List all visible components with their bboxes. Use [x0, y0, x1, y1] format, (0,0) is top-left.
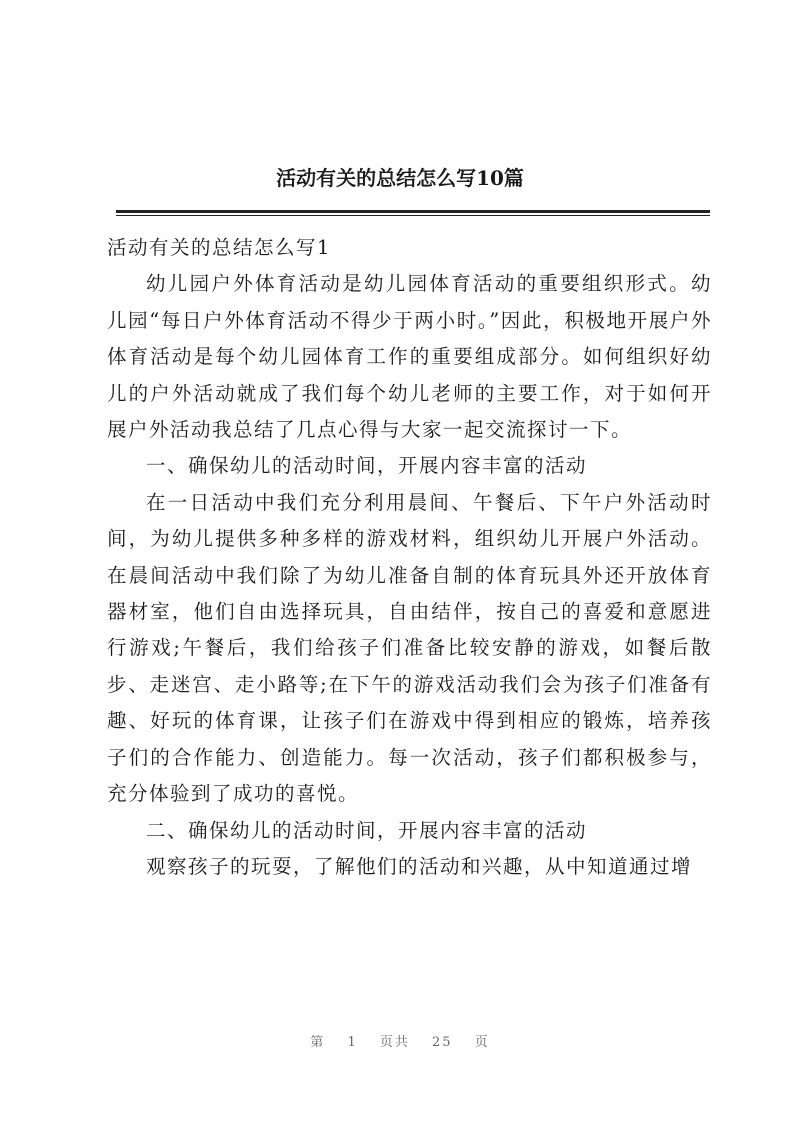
document-body: [107, 230, 712, 885]
page-footer: [0, 1031, 800, 1050]
footer-label-page: 第: [310, 1035, 326, 1050]
title-divider-thick: [116, 210, 710, 213]
title-divider-thin: [116, 215, 710, 216]
paragraph-observe: 观察孩子的玩耍，了解他们的活动和兴趣，从中知道通过增: [146, 854, 693, 878]
subheading-two: 二、确保幼儿的活动时间，开展内容丰富的活动: [146, 818, 588, 842]
footer-current-page: 1: [347, 1035, 358, 1050]
page-title: 活动有关的总结怎么写10篇: [276, 166, 524, 190]
paragraph-activities: 在一日活动中我们充分利用晨间、午餐后、下午户外活动时间，为幼儿提供多种多样的游戏材料，组织幼儿开展户外活动。在晨间活动中我们除了为幼儿准备自制的体育玩具外还开放体育器材室，他们自由选择玩具，自由结伴，按自己的喜爱和意愿进行游戏;午餐后，我们给孩子们准备比较安静的游戏，如餐后散步、走迷宫、走小路等;在下午的游戏活动我们会为孩子们准备有趣、好玩的体育课，让孩子们在游戏中得到相应的锻炼，培养孩子们的合作能力、创造能力。每一次活动，孩子们都积极参与，充分体验到了成功的喜悦。: [107, 490, 712, 806]
footer-label-end: 页: [474, 1035, 490, 1050]
section-heading: 活动有关的总结怎么写1: [107, 236, 331, 259]
paragraph-intro: 幼儿园户外体育活动是幼儿园体育活动的重要组织形式。幼儿园“每日户外体育活动不得少于两小时。”因此，积极地开展户外体育活动是每个幼儿园体育工作的重要组成部分。如何组织好幼儿的户外活动就成了我们每个幼儿老师的主要工作，对于如何开展户外活动我总结了几点心得与大家一起交流探讨一下。: [107, 272, 712, 442]
subheading-one: 一、确保幼儿的活动时间，开展内容丰富的活动: [146, 454, 588, 478]
footer-total-pages: 25: [432, 1035, 453, 1050]
footer-label-of: 页共: [379, 1035, 410, 1050]
